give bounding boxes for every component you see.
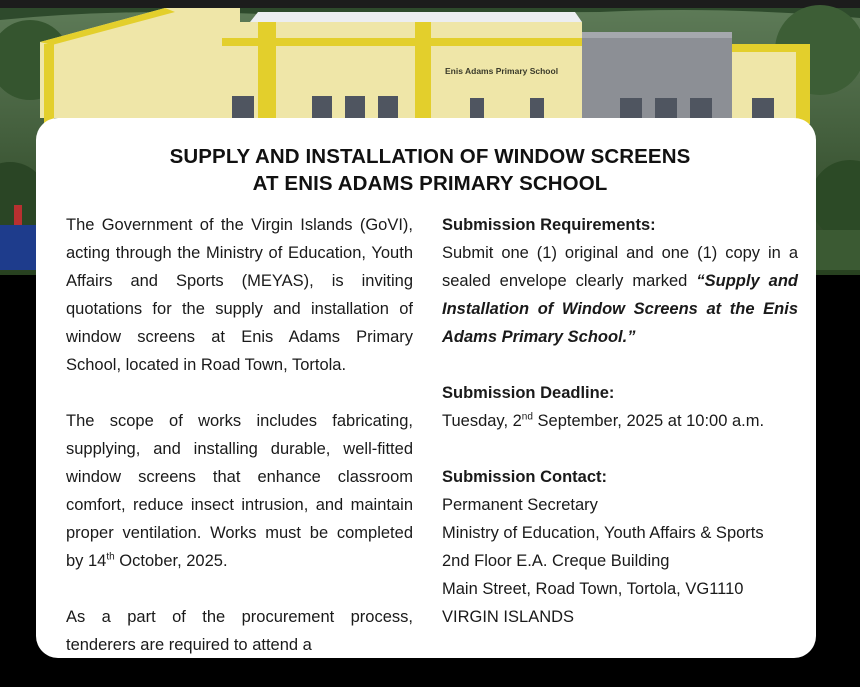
contact-line: VIRGIN ISLANDS — [442, 608, 575, 626]
left-column — [66, 211, 413, 687]
submission-contact — [442, 463, 798, 631]
deadline-ordinal: nd — [521, 411, 533, 423]
contact-heading: Submission Contact: — [442, 468, 608, 486]
deadline-day: Tuesday, 2 — [442, 412, 522, 430]
right-column — [442, 211, 798, 659]
requirements-heading: Submission Requirements: — [442, 216, 656, 234]
deadline-heading: Submission Deadline: — [442, 384, 615, 402]
building-sign: Enis Adams Primary School — [445, 66, 559, 76]
contact-line: Permanent Secretary — [442, 496, 598, 514]
contact-line: 2nd Floor E.A. Creque Building — [442, 552, 670, 570]
requirements-text — [442, 239, 798, 351]
requirements-body: Submit one (1) original and one (1) copy in a sealed envelope clearly marked — [442, 244, 798, 290]
scope-date: October, 2025. — [114, 552, 228, 570]
contact-line: Ministry of Education, Youth Affairs & Sports — [442, 524, 764, 542]
submission-requirements — [442, 211, 798, 351]
intro-paragraph: The Government of the Virgin Islands (GoVI), acting through the Ministry of Education, Youth Affairs and Sports (MEYAS), is inviting quotations for the supply and installation of window screens at Enis Adams Primary School, located in Road Town, Tortola. — [66, 216, 413, 374]
procurement-paragraph: As a part of the procurement process, tenderers are required to attend a — [66, 608, 413, 654]
submission-deadline — [442, 379, 798, 435]
deadline-date-time: September, 2025 at 10:00 a.m. — [532, 412, 765, 430]
notice-title — [0, 143, 860, 197]
scope-ordinal: th — [106, 551, 115, 563]
requirements-marking: “Supply and Installation of Window Screens at the Enis Adams Primary School.” — [442, 272, 798, 346]
deadline-text — [442, 407, 798, 435]
scope-text: The scope of works includes fabricating, supplying, and installing durable, well-fitted window screens that enhance classroom comfort, reduce insect intrusion, and maintain proper ventilation. Works must be completed by 14 — [66, 412, 413, 570]
title-line-2: AT ENIS ADAMS PRIMARY SCHOOL — [252, 172, 608, 195]
contact-line: Main Street, Road Town, Tortola, VG1110 — [442, 580, 744, 598]
scope-paragraph — [66, 407, 413, 575]
title-line-1: SUPPLY AND INSTALLATION OF WINDOW SCREENS — [169, 145, 691, 168]
